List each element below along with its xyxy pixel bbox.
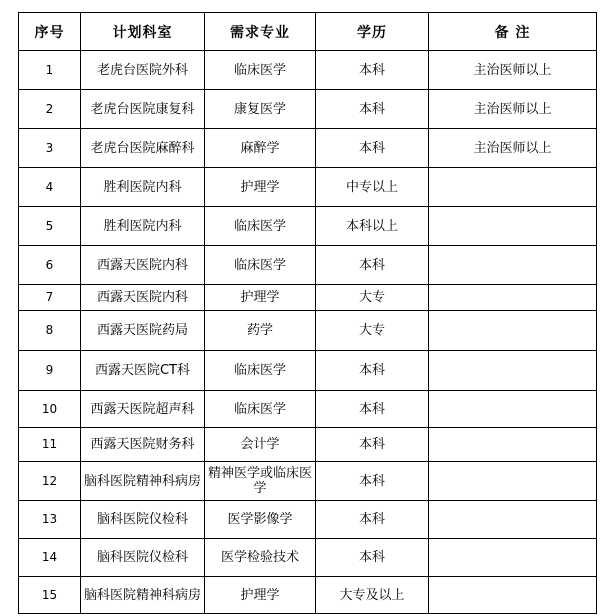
cell-major: 护理学: [205, 168, 316, 207]
table-row: [19, 51, 597, 90]
table-row: [19, 285, 597, 311]
cell-index: 12: [19, 462, 81, 501]
cell-major: 临床医学: [205, 391, 316, 428]
cell-major: 药学: [205, 311, 316, 351]
header-index: 序号: [19, 13, 81, 51]
cell-remarks: [429, 501, 597, 539]
cell-index: 11: [19, 428, 81, 462]
table-row: [19, 577, 597, 614]
cell-index: 8: [19, 311, 81, 351]
cell-education: 大专及以上: [316, 577, 429, 614]
header-major: 需求专业: [205, 13, 316, 51]
cell-department: 脑科医院精神科病房: [81, 462, 205, 501]
cell-education: 本科: [316, 351, 429, 391]
cell-remarks: [429, 246, 597, 285]
cell-index: 15: [19, 577, 81, 614]
table-row: [19, 351, 597, 391]
cell-remarks: [429, 391, 597, 428]
cell-education: 本科: [316, 391, 429, 428]
cell-department: 西露天医院CT科: [81, 351, 205, 391]
table-body: [19, 51, 597, 614]
cell-major: 临床医学: [205, 246, 316, 285]
cell-department: 西露天医院内科: [81, 246, 205, 285]
table-row: [19, 539, 597, 577]
header-education: 学历: [316, 13, 429, 51]
cell-index: 13: [19, 501, 81, 539]
cell-education: 本科: [316, 246, 429, 285]
cell-education: 本科以上: [316, 207, 429, 246]
table-row: [19, 168, 597, 207]
cell-major: 医学影像学: [205, 501, 316, 539]
cell-remarks: [429, 168, 597, 207]
cell-remarks: [429, 285, 597, 311]
cell-remarks: [429, 351, 597, 391]
cell-index: 7: [19, 285, 81, 311]
cell-education: 大专: [316, 311, 429, 351]
cell-major: 麻醉学: [205, 129, 316, 168]
cell-remarks: 主治医师以上: [429, 90, 597, 129]
table-row: [19, 207, 597, 246]
staffing-table: [18, 12, 597, 614]
cell-department: 西露天医院内科: [81, 285, 205, 311]
cell-major: 会计学: [205, 428, 316, 462]
table-row: [19, 90, 597, 129]
cell-remarks: [429, 539, 597, 577]
cell-department: 脑科医院精神科病房: [81, 577, 205, 614]
cell-remarks: [429, 207, 597, 246]
cell-index: 5: [19, 207, 81, 246]
table-row: [19, 246, 597, 285]
cell-index: 1: [19, 51, 81, 90]
cell-education: 大专: [316, 285, 429, 311]
cell-index: 14: [19, 539, 81, 577]
cell-index: 2: [19, 90, 81, 129]
cell-education: 本科: [316, 539, 429, 577]
cell-department: 脑科医院仪检科: [81, 501, 205, 539]
cell-education: 本科: [316, 90, 429, 129]
header-remarks: 备 注: [429, 13, 597, 51]
table-row: [19, 391, 597, 428]
cell-major: 精神医学或临床医学: [205, 462, 316, 501]
cell-index: 3: [19, 129, 81, 168]
table-row: [19, 501, 597, 539]
cell-major: 临床医学: [205, 51, 316, 90]
cell-major: 临床医学: [205, 351, 316, 391]
cell-department: 西露天医院药局: [81, 311, 205, 351]
cell-major: 护理学: [205, 577, 316, 614]
cell-department: 老虎台医院麻醉科: [81, 129, 205, 168]
cell-education: 本科: [316, 428, 429, 462]
cell-remarks: [429, 577, 597, 614]
cell-education: 本科: [316, 129, 429, 168]
cell-department: 老虎台医院外科: [81, 51, 205, 90]
cell-index: 6: [19, 246, 81, 285]
cell-major: 护理学: [205, 285, 316, 311]
cell-major: 康复医学: [205, 90, 316, 129]
cell-education: 中专以上: [316, 168, 429, 207]
table-row: [19, 428, 597, 462]
cell-remarks: [429, 311, 597, 351]
cell-major: 医学检验技术: [205, 539, 316, 577]
cell-department: 西露天医院财务科: [81, 428, 205, 462]
cell-education: 本科: [316, 501, 429, 539]
cell-remarks: [429, 462, 597, 501]
cell-remarks: 主治医师以上: [429, 129, 597, 168]
cell-index: 4: [19, 168, 81, 207]
cell-education: 本科: [316, 462, 429, 501]
header-department: 计划科室: [81, 13, 205, 51]
cell-department: 西露天医院超声科: [81, 391, 205, 428]
cell-department: 脑科医院仪检科: [81, 539, 205, 577]
cell-department: 胜利医院内科: [81, 207, 205, 246]
cell-major: 临床医学: [205, 207, 316, 246]
cell-education: 本科: [316, 51, 429, 90]
header-row: [19, 13, 597, 51]
cell-remarks: [429, 428, 597, 462]
cell-department: 老虎台医院康复科: [81, 90, 205, 129]
table-row: [19, 129, 597, 168]
cell-index: 10: [19, 391, 81, 428]
cell-remarks: 主治医师以上: [429, 51, 597, 90]
cell-index: 9: [19, 351, 81, 391]
table-row: [19, 462, 597, 501]
cell-department: 胜利医院内科: [81, 168, 205, 207]
table-row: [19, 311, 597, 351]
